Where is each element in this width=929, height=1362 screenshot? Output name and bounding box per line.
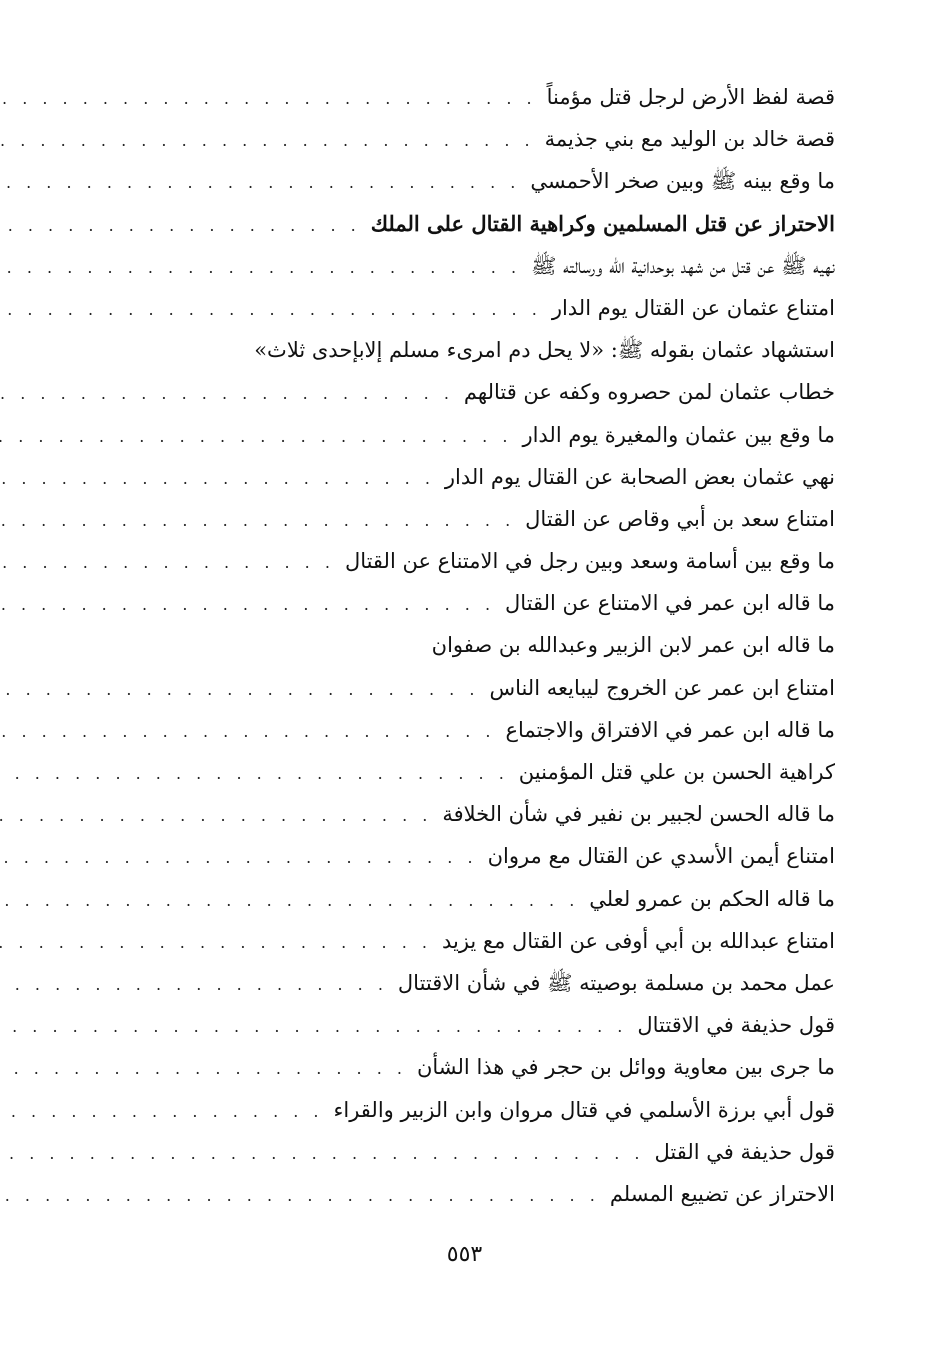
dot-leader — [0, 880, 579, 922]
page-number: ٥٥٣ — [446, 1242, 483, 1267]
toc-entry-title: استشهاد عثمان بقوله ﷺ: «لا يحل دم امرىء مسلم إلابإحدى ثلاث» — [254, 338, 835, 363]
dot-leader — [0, 1091, 324, 1133]
toc-entry-title: قول حذيفة في القتل — [654, 1139, 835, 1164]
dot-leader — [0, 458, 435, 500]
toc-entry-title: ما قاله ابن عمر لابن الزبير وعبدالله بن صفوان — [431, 633, 835, 658]
toc-entry — [135, 1089, 835, 1131]
toc-entry-title: امتناع عثمان عن القتال يوم الدار — [551, 295, 835, 320]
dot-leader — [0, 922, 432, 964]
toc-entry-title: قول حذيفة في الاقتتال — [637, 1013, 835, 1038]
toc-entry-title: قصة خالد بن الوليد مع بني جذيمة — [544, 127, 835, 152]
dot-leader — [0, 669, 479, 711]
dot-leader — [0, 584, 495, 626]
toc-entry — [135, 624, 835, 666]
toc-entry — [135, 751, 835, 793]
toc-entry-title: امتناع ابن عمر عن الخروج ليبايعه الناس — [489, 675, 835, 700]
toc-entry-title: ما وقع بينه ﷺ وبين صخر الأحمسي — [530, 169, 835, 194]
dot-leader — [0, 1175, 600, 1217]
table-of-contents — [135, 76, 835, 1215]
toc-entry-title: نهيه ﷺ عن قتل من شهد بوحدانية الله ورسالته ﷺ — [531, 253, 835, 278]
toc-entry — [135, 582, 835, 624]
toc-entry — [135, 540, 835, 582]
dot-leader — [0, 416, 512, 458]
toc-entry — [135, 920, 835, 962]
dot-leader — [0, 753, 509, 795]
toc-entry — [135, 709, 835, 751]
toc-entry-title: خطاب عثمان لمن حصروه وكفه عن قتالهم — [463, 380, 835, 405]
toc-entry-title: امتناع عبدالله بن أبي أوفى عن القتال مع يزيد — [441, 928, 835, 953]
dot-leader — [0, 711, 496, 753]
toc-entry-title: قصة لفظ الأرض لرجل قتل مؤمناً — [546, 85, 835, 109]
dot-leader — [0, 1048, 407, 1090]
toc-entry-title: ما وقع بين أسامة وسعد وبين رجل في الامتناع عن القتال — [344, 549, 835, 574]
dot-leader — [0, 289, 542, 331]
toc-entry — [135, 287, 835, 329]
toc-entry-title: ما قاله الحسن لجبير بن نفير في شأن الخلافة — [442, 802, 835, 827]
dot-leader — [0, 162, 520, 204]
dot-leader — [0, 795, 432, 837]
dot-leader — [0, 500, 515, 542]
toc-entry — [135, 962, 835, 1004]
toc-entry — [135, 245, 835, 287]
dot-leader — [0, 1133, 644, 1175]
toc-entry-title: ما قاله الحكم بن عمرو لعلي — [589, 886, 835, 911]
toc-entry — [135, 1131, 835, 1173]
toc-entry — [135, 835, 835, 877]
toc-entry — [135, 456, 835, 498]
toc-entry — [135, 371, 835, 413]
toc-entry — [135, 203, 835, 245]
toc-entry — [135, 76, 835, 118]
toc-entry — [135, 329, 835, 371]
toc-entry — [135, 1004, 835, 1046]
toc-entry — [135, 1173, 835, 1215]
toc-entry-title: كراهية الحسن بن علي قتل المؤمنين — [518, 760, 835, 784]
toc-entry — [135, 498, 835, 540]
toc-entry — [135, 793, 835, 835]
toc-entry-title: الاحتراز عن قتل المسلمين وكراهية القتال على الملك — [370, 210, 835, 236]
toc-entry-title: ما وقع بين عثمان والمغيرة يوم الدار — [522, 422, 835, 447]
dot-leader — [0, 1006, 627, 1048]
dot-leader — [0, 373, 454, 415]
toc-entry-title: عمل محمد بن مسلمة بوصيته ﷺ في شأن الاقتتال — [397, 970, 835, 995]
toc-entry — [135, 414, 835, 456]
toc-entry — [135, 160, 835, 202]
toc-entry-title: ما قاله ابن عمر في الامتناع عن القتال — [505, 591, 835, 616]
dot-leader — [0, 542, 335, 584]
toc-entry-title: نهي عثمان بعض الصحابة عن القتال يوم الدار — [444, 464, 835, 489]
toc-entry-title: ما قاله ابن عمر في الافتراق والاجتماع — [505, 717, 835, 742]
toc-entry — [135, 118, 835, 160]
dot-leader — [0, 78, 537, 120]
toc-entry-title: امتناع أيمن الأسدي عن القتال مع مروان — [487, 844, 835, 869]
dot-leader — [0, 205, 361, 247]
dot-leader — [0, 120, 535, 162]
toc-entry-title: امتناع سعد بن أبي وقاص عن القتال — [525, 506, 835, 531]
dot-leader — [0, 247, 521, 289]
toc-entry-title: ما جرى بين معاوية ووائل بن حجر في هذا الشأن — [416, 1055, 835, 1080]
toc-entry — [135, 667, 835, 709]
toc-entry — [135, 1046, 835, 1088]
toc-entry-title: قول أبي برزة الأسلمي في قتال مروان وابن الزبير والقراء — [333, 1097, 835, 1122]
toc-entry-title: الاحتراز عن تضييع المسلم — [609, 1181, 835, 1206]
dot-leader — [0, 964, 388, 1006]
dot-leader — [0, 837, 478, 879]
toc-entry — [135, 878, 835, 920]
